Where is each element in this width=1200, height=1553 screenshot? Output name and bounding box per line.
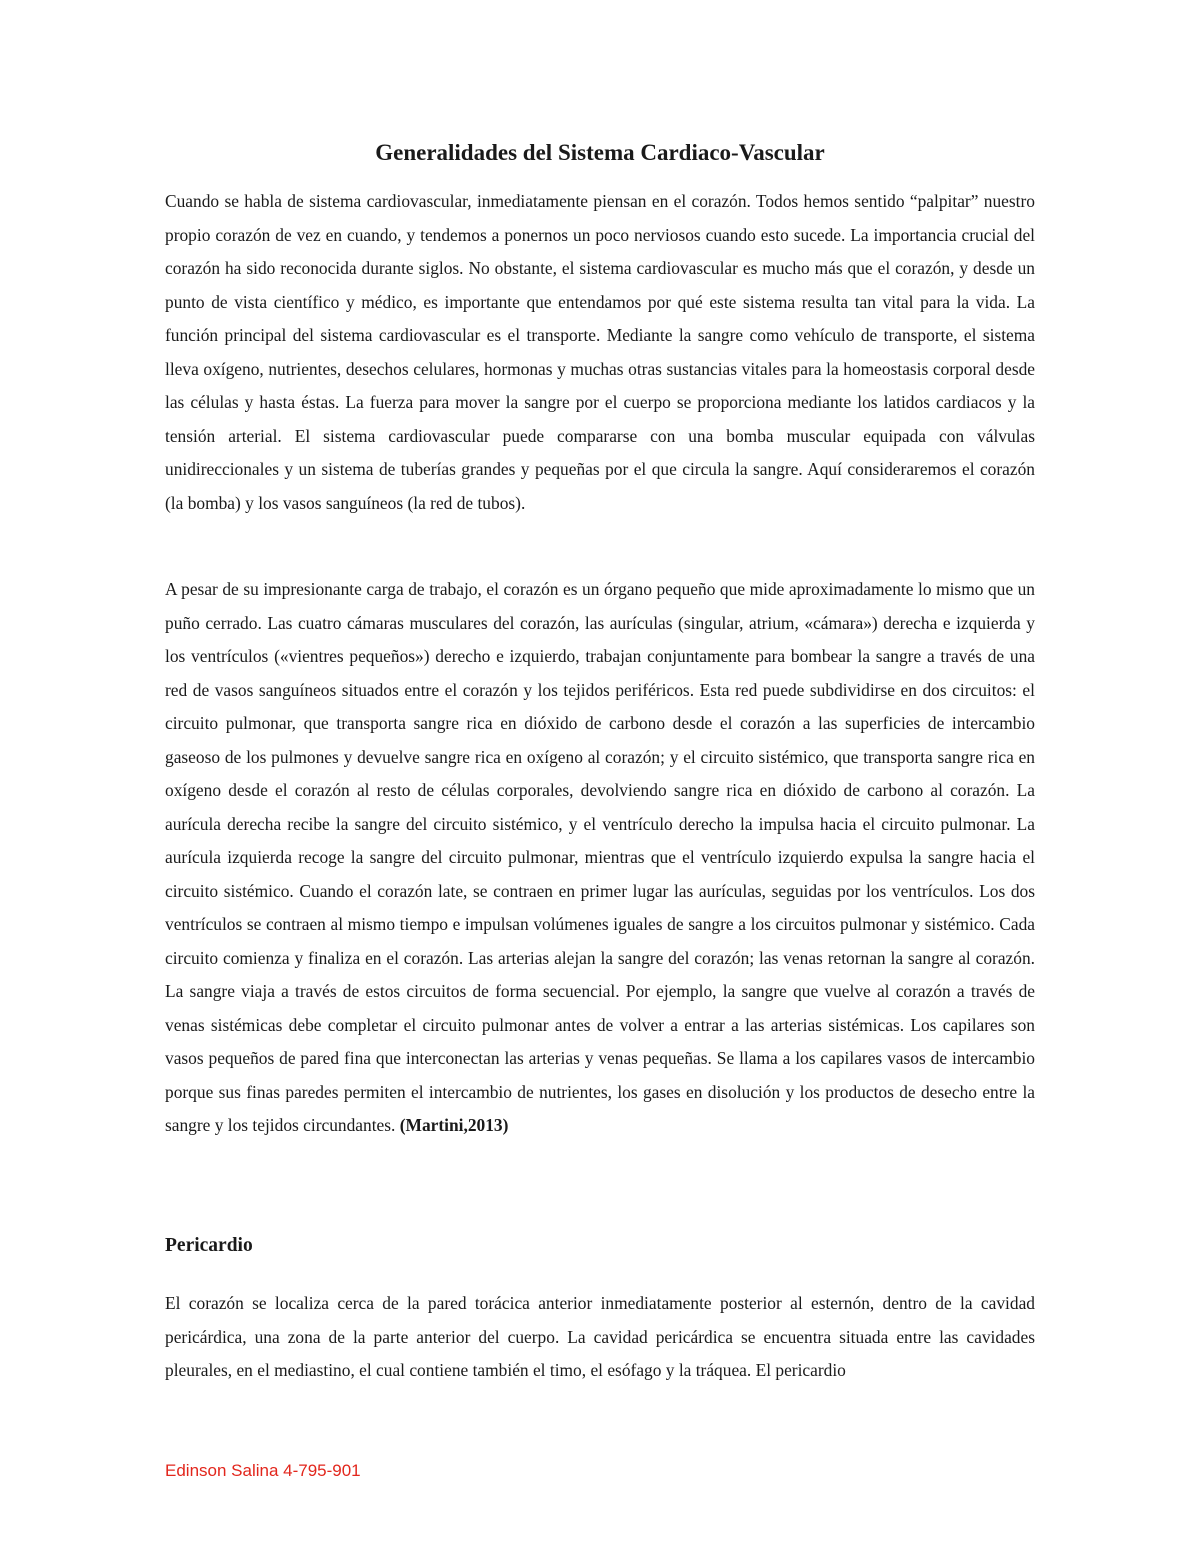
paragraph-cardiac-chambers: [165, 573, 1035, 1143]
paragraph-pericardio: El corazón se localiza cerca de la pared torácica anterior inmediatamente posterior al esternón, dentro de la cavidad pericárdica, una zona de la parte anterior del cuerpo. La cavidad pericárdica se encuentra situada entre las cavidades pleurales, en el mediastino, el cual contiene también el timo, el esófago y la tráquea. El pericardio: [165, 1293, 1035, 1380]
document-title: Generalidades del Sistema Cardiaco-Vascular: [375, 140, 825, 165]
footer-author: Edinson Salina 4-795-901: [165, 1461, 361, 1480]
paragraph-cardiac-chambers-text: A pesar de su impresionante carga de trabajo, el corazón es un órgano pequeño que mide aproximadamente lo mismo que un puño cerrado. Las cuatro cámaras musculares del corazón, las aurículas (singular, atrium, «cámara») derecha e izquierda y los ventrículos («vientres pequeños») derecho e izquierdo, trabajan conjuntamente para bombear la sangre a través de una red de vasos sanguíneos situados entre el corazón y los tejidos periféricos. Esta red puede subdividirse en dos circuitos: el circuito pulmonar, que transporta sangre rica en dióxido de carbono desde el corazón a las superficies de intercambio gaseoso de los pulmones y devuelve sangre rica en oxígeno al corazón; y el circuito sistémico, que transporta sangre rica en oxígeno desde el corazón al resto de células corporales, devolviendo sangre rica en dióxido de carbono al corazón. La aurícula derecha recibe la sangre del circuito sistémico, y el ventrículo derecho la impulsa hacia el circuito pulmonar. La aurícula izquierda recoge la sangre del circuito pulmonar, mientras que el ventrículo izquierdo expulsa la sangre hacia el circuito sistémico. Cuando el corazón late, se contraen en primer lugar las aurículas, seguidas por los ventrículos. Los dos ventrículos se contraen al mismo tiempo e impulsan volúmenes iguales de sangre a los circuitos pulmonar y sistémico. Cada circuito comienza y finaliza en el corazón. Las arterias alejan la sangre del corazón; las venas retornan la sangre al corazón. La sangre viaja a través de estos circuitos de forma secuencial. Por ejemplo, la sangre que vuelve al corazón a través de venas sistémicas debe completar el circuito pulmonar antes de volver a entrar a las arterias sistémicas. Los capilares son vasos pequeños de pared fina que interconectan las arterias y venas pequeñas. Se llama a los capilares vasos de intercambio porque sus finas paredes permiten el intercambio de nutrientes, los gases en disolución y los productos de desecho entre la sangre y los tejidos circundantes.: [165, 579, 1035, 1135]
paragraph-intro: Cuando se habla de sistema cardiovascular, inmediatamente piensan en el corazón. Todos hemos sentido “palpitar” nuestro propio corazón de vez en cuando, y tendemos a ponernos un poco nerviosos cuando esto sucede. La importancia crucial del corazón ha sido reconocida durante siglos. No obstante, el sistema cardiovascular es mucho más que el corazón, y desde un punto de vista científico y médico, es importante que entendamos por qué este sistema resulta tan vital para la vida. La función principal del sistema cardiovascular es el transporte. Mediante la sangre como vehículo de transporte, el sistema lleva oxígeno, nutrientes, desechos celulares, hormonas y muchas otras sustancias vitales para la homeostasis corporal desde las células y hasta éstas. La fuerza para mover la sangre por el cuerpo se proporciona mediante los latidos cardiacos y la tensión arterial. El sistema cardiovascular puede compararse con una bomba muscular equipada con válvulas unidireccionales y un sistema de tuberías grandes y pequeñas por el que circula la sangre. Aquí consideraremos el corazón (la bomba) y los vasos sanguíneos (la red de tubos).: [165, 191, 1035, 513]
citation: (Martini,2013): [399, 1115, 509, 1135]
section-heading-pericardio: Pericardio: [165, 1235, 253, 1256]
